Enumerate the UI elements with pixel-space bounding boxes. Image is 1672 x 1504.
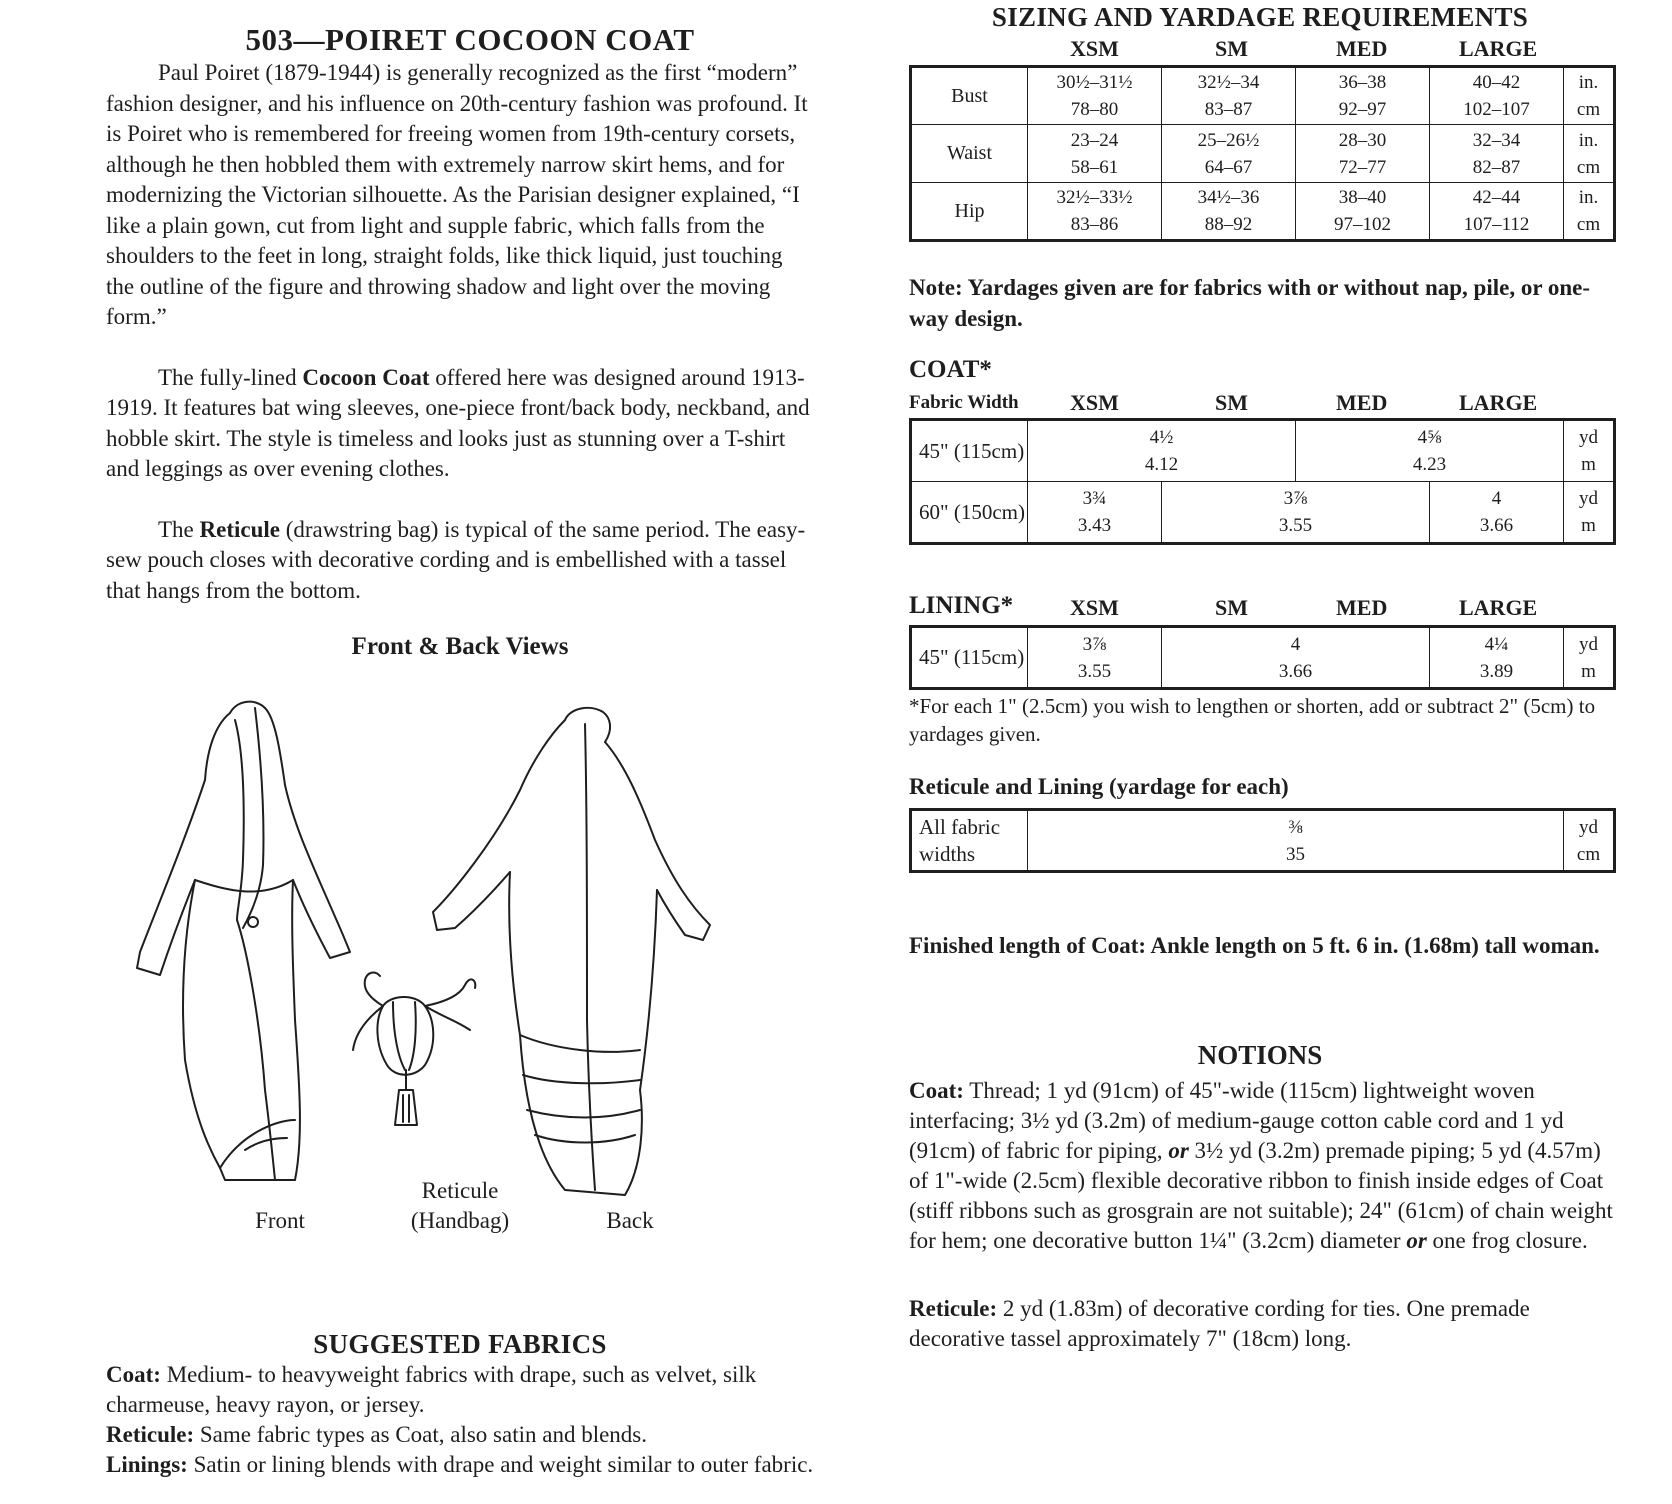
row-label: Waist — [911, 125, 1028, 183]
size-xsm: XSM — [1070, 595, 1119, 620]
size-xsm: XSM — [1070, 390, 1119, 415]
reticule-term: Reticule — [199, 516, 280, 542]
lining-label: LINING* — [909, 592, 1014, 619]
size-large: LARGE — [1459, 36, 1538, 61]
size-sm: SM — [1215, 36, 1248, 61]
fabric-width-cell: 60" (150cm) — [911, 482, 1028, 544]
para-text: The — [158, 516, 200, 542]
measure-cell: 36–38 92–97 — [1296, 67, 1430, 125]
size-med: MED — [1336, 595, 1388, 620]
body-measurements-table — [909, 65, 1616, 242]
reticule-drawing — [353, 973, 475, 1125]
fabric-linings — [106, 1450, 814, 1480]
measure-cell: 28–30 72–77 — [1296, 125, 1430, 183]
size-large: LARGE — [1459, 390, 1538, 415]
notions-label: Reticule: — [909, 1296, 998, 1321]
yardage-cell: 3¾ 3.43 — [1028, 482, 1162, 544]
notions-reticule — [909, 1294, 1615, 1354]
notions-or: or — [1406, 1228, 1427, 1253]
unit-cell: in. cm — [1564, 125, 1615, 183]
reticule-paragraph — [106, 515, 814, 607]
lining-45-row — [911, 627, 1615, 689]
row-label: Hip — [911, 183, 1028, 241]
para-text: The fully-lined — [158, 364, 303, 390]
fabric-width-cell: 45" (115cm) — [911, 627, 1028, 689]
yardage-cell: 3⅞ 3.55 — [1162, 482, 1430, 544]
unit-cell: in. cm — [1564, 183, 1615, 241]
unit-cell: yd m — [1564, 627, 1615, 689]
description-column — [106, 22, 814, 606]
para-text: (drawstring bag) is typical of the same period. The easy-sew pouch closes with decorative cording and is embellished with a tassel that hangs from the bottom. — [106, 516, 806, 603]
fabric-label: Linings: — [106, 1452, 188, 1477]
yardage-cell: 4¼ 3.89 — [1430, 627, 1564, 689]
finished-length: Finished length of Coat: Ankle length on 5 ft. 6 in. (1.68m) tall woman. — [909, 933, 1600, 958]
lengthen-footnote: *For each 1" (2.5cm) you wish to lengthen or shorten, add or subtract 2" (5cm) to yardages given. — [909, 694, 1596, 746]
reticule-yardage-table — [909, 808, 1616, 873]
yardage-cell: 4⅝ 4.23 — [1296, 420, 1564, 482]
fabric-text: Satin or lining blends with drape and weight similar to outer fabric. — [187, 1452, 814, 1477]
fabric-coat — [106, 1360, 814, 1420]
fabric-label: Coat: — [106, 1362, 161, 1387]
front-coat-drawing — [137, 702, 350, 1180]
yardage-cell: ⅜ 35 — [1028, 810, 1564, 872]
size-med: MED — [1336, 36, 1388, 61]
coat-45-row — [911, 420, 1615, 482]
yardage-note: Note: Yardages given are for fabrics with or without nap, pile, or one-way design. — [909, 275, 1591, 331]
fabric-text: Same fabric types as Coat, also satin and blends. — [194, 1422, 648, 1447]
coat-yardage-table — [909, 418, 1616, 545]
suggested-fabrics — [106, 1328, 814, 1480]
fabrics-title: SUGGESTED FABRICS — [313, 1329, 607, 1359]
measure-cell: 30½–31½ 78–80 — [1028, 67, 1162, 125]
measure-cell: 23–24 58–61 — [1028, 125, 1162, 183]
intro-paragraph: Paul Poiret (1879-1944) is generally recognized as the first “modern” fashion designer, and his influence on 20th-century fashion was profound. It is Poiret who is remembered for freeing women from 19th-century corsets, although he then hobbled them with extremely narrow skirt hems, and for modernizing the Victorian silhouette. As the Parisian designer explained, “I like a plain gown, cut from light and supple fabric, which falls from the shoulders to the feet in long, straight folds, like thick liquid, just touching the outline of the figure and throwing shadow and light over the moving form.” — [106, 60, 808, 329]
handbag-caption: (Handbag) — [410, 1208, 510, 1233]
measure-cell: 32½–34 83–87 — [1162, 67, 1296, 125]
row-label: Bust — [911, 67, 1028, 125]
unit-cell: yd m — [1564, 420, 1615, 482]
fabric-width-label: Fabric Width — [909, 392, 1019, 413]
para-text: offered here was designed around 1913-1919. It features bat wing sleeves, one-piece front/back body, neckband, and hobble skirt. The style is timeless and looks just as stunning over a T-shirt and leggings as over evening clothes. — [106, 364, 810, 481]
notions-coat — [909, 1076, 1615, 1256]
coat-60-row — [911, 482, 1615, 544]
front-caption: Front — [255, 1208, 305, 1233]
size-sm: SM — [1215, 390, 1248, 415]
views-title: Front & Back Views — [351, 633, 569, 660]
measure-cell: 34½–36 88–92 — [1162, 183, 1296, 241]
size-med: MED — [1336, 390, 1388, 415]
reticule-row — [911, 810, 1615, 872]
yardage-cell: 4 3.66 — [1430, 482, 1564, 544]
reticule-label: Reticule and Lining (yardage for each) — [909, 774, 1289, 799]
sizing-size-header — [905, 36, 1615, 64]
measure-cell: 25–26½ 64–67 — [1162, 125, 1296, 183]
cocoon-coat-term: Cocoon Coat — [302, 364, 430, 390]
measure-cell: 38–40 97–102 — [1296, 183, 1430, 241]
notions-or: or — [1168, 1138, 1189, 1163]
measure-cell: 32–34 82–87 — [1430, 125, 1564, 183]
unit-cell: yd m — [1564, 482, 1615, 544]
measure-cell: 32½–33½ 83–86 — [1028, 183, 1162, 241]
waist-row — [911, 125, 1615, 183]
coat-label: COAT* — [909, 356, 992, 383]
notions-text: one frog closure. — [1426, 1228, 1588, 1253]
notions-label: Coat: — [909, 1078, 964, 1103]
coat-illustration — [125, 690, 805, 1250]
lining-size-header — [905, 595, 1615, 623]
yardage-cell: 4 3.66 — [1162, 627, 1430, 689]
size-sm: SM — [1215, 595, 1248, 620]
measure-cell: 40–42 102–107 — [1430, 67, 1564, 125]
bust-row — [911, 67, 1615, 125]
size-large: LARGE — [1459, 595, 1538, 620]
hip-row — [911, 183, 1615, 241]
unit-cell: in. cm — [1564, 67, 1615, 125]
back-coat-drawing — [433, 708, 710, 1195]
fabric-width-cell: All fabric widths — [911, 810, 1028, 872]
notions-text: Thread; 1 yd (91cm) of 45"-wide (115cm) lightweight woven interfacing; 3½ yd (3.2m) of medium-gauge cotton cable cord and 1 yd (91cm) of fabric for piping, — [909, 1078, 1564, 1163]
yardage-cell: 3⅞ 3.55 — [1028, 627, 1162, 689]
notions-title: NOTIONS — [1197, 1040, 1323, 1070]
size-xsm: XSM — [1070, 36, 1119, 61]
reticule-caption: Reticule — [421, 1178, 499, 1203]
fabric-width-cell: 45" (115cm) — [911, 420, 1028, 482]
yardage-cell: 4½ 4.12 — [1028, 420, 1296, 482]
fabric-text: Medium- to heavyweight fabrics with drape, such as velvet, silk charmeuse, heavy rayon, or jersey. — [106, 1362, 757, 1417]
fabric-reticule — [106, 1420, 814, 1450]
lining-yardage-table — [909, 625, 1616, 690]
notions-text: 3½ yd (3.2m) premade piping; 5 yd (4.57m) of 1"-wide (2.5cm) flexible decorative ribbon to finish inside edges of Coat (stiff ribbons such as grosgrain are not suitable); 24" (61cm) of chain weight for hem; one decorative button 1¼" (3.2cm) diameter — [909, 1138, 1613, 1253]
cocoon-coat-paragraph — [106, 363, 814, 485]
sizing-title: SIZING AND YARDAGE REQUIREMENTS — [991, 2, 1529, 32]
fabric-label: Reticule: — [106, 1422, 195, 1447]
back-caption: Back — [606, 1208, 654, 1233]
measure-cell: 42–44 107–112 — [1430, 183, 1564, 241]
notions-text: 2 yd (1.83m) of decorative cording for ties. One premade decorative tassel approximately 7" (18cm) long. — [909, 1296, 1530, 1351]
page-title: 503—POIRET COCOON COAT — [245, 22, 695, 57]
unit-cell: yd cm — [1564, 810, 1615, 872]
coat-size-header — [905, 390, 1615, 418]
